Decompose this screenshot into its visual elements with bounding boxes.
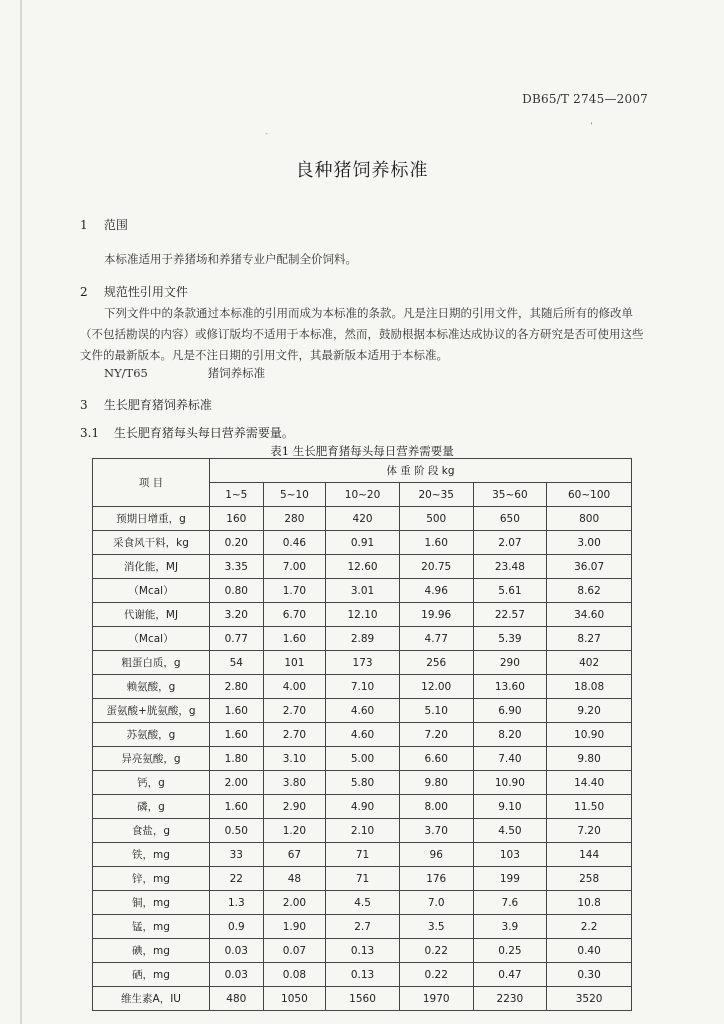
value-cell: 1970	[399, 987, 473, 1011]
value-cell: 3.10	[263, 747, 326, 771]
referenced-standard	[104, 365, 265, 381]
value-cell: 3.00	[547, 531, 632, 555]
value-cell: 7.40	[473, 747, 547, 771]
table-row	[93, 747, 632, 771]
row-label-cell: 铁，mg	[93, 843, 210, 867]
value-cell: 0.08	[263, 963, 326, 987]
standard-code: NY/T65	[104, 366, 148, 380]
value-cell: 4.5	[326, 891, 400, 915]
standard-name: 猪饲养标准	[207, 366, 266, 380]
value-cell: 2.2	[547, 915, 632, 939]
value-cell: 5.80	[326, 771, 400, 795]
stage-header-cell: 5~10	[263, 483, 326, 507]
value-cell: 290	[473, 651, 547, 675]
value-cell: 0.03	[210, 963, 264, 987]
value-cell: 34.60	[547, 603, 632, 627]
value-cell: 103	[473, 843, 547, 867]
value-cell: 48	[263, 867, 326, 891]
value-cell: 2230	[473, 987, 547, 1011]
value-cell: 0.46	[263, 531, 326, 555]
row-label-cell: 苏氨酸，g	[93, 723, 210, 747]
value-cell: 3.01	[326, 579, 400, 603]
item-column-header: 项 目	[93, 459, 210, 507]
table-row	[93, 507, 632, 531]
stage-header-cell: 35~60	[473, 483, 547, 507]
value-cell: 2.70	[263, 699, 326, 723]
row-label-cell: （Mcal）	[93, 627, 210, 651]
value-cell: 2.89	[326, 627, 400, 651]
section-title: 规范性引用文件	[103, 285, 188, 299]
table-row	[93, 675, 632, 699]
stage-header-cell: 20~35	[399, 483, 473, 507]
value-cell: 173	[326, 651, 400, 675]
value-cell: 160	[210, 507, 264, 531]
value-cell: 71	[326, 843, 400, 867]
table-row	[93, 579, 632, 603]
row-label-cell: 预期日增重，g	[93, 507, 210, 531]
value-cell: 19.96	[399, 603, 473, 627]
table-row	[93, 531, 632, 555]
stage-header-cell: 60~100	[547, 483, 632, 507]
section-2-heading	[80, 283, 188, 300]
table-body	[93, 507, 632, 1011]
value-cell: 0.9	[210, 915, 264, 939]
table-row	[93, 771, 632, 795]
value-cell: 2.00	[210, 771, 264, 795]
value-cell: 2.07	[473, 531, 547, 555]
value-cell: 1.60	[210, 723, 264, 747]
value-cell: 8.00	[399, 795, 473, 819]
value-cell: 5.39	[473, 627, 547, 651]
row-label-cell: 消化能，MJ	[93, 555, 210, 579]
section-3-1-heading	[80, 424, 294, 441]
page-crease	[20, 0, 22, 1024]
value-cell: 7.20	[547, 819, 632, 843]
table-row	[93, 603, 632, 627]
value-cell: 2.7	[326, 915, 400, 939]
table-row	[93, 915, 632, 939]
value-cell: 1.60	[210, 795, 264, 819]
value-cell: 8.27	[547, 627, 632, 651]
section-title: 生长肥育猪饲养标准	[103, 398, 212, 412]
value-cell: 3520	[547, 987, 632, 1011]
value-cell: 7.0	[399, 891, 473, 915]
table-row	[93, 723, 632, 747]
section-1-body: 本标准适用于养猪场和养猪专业户配制全价饲料。	[104, 252, 357, 266]
value-cell: 13.60	[473, 675, 547, 699]
value-cell: 1.70	[263, 579, 326, 603]
table-row	[93, 651, 632, 675]
value-cell: 67	[263, 843, 326, 867]
value-cell: 5.00	[326, 747, 400, 771]
value-cell: 3.20	[210, 603, 264, 627]
table-row	[93, 699, 632, 723]
value-cell: 0.07	[263, 939, 326, 963]
table-row	[93, 795, 632, 819]
value-cell: 402	[547, 651, 632, 675]
section-number: 1	[80, 218, 88, 232]
scan-mark: ˎ	[265, 124, 269, 135]
value-cell: 256	[399, 651, 473, 675]
row-label-cell: 钙，g	[93, 771, 210, 795]
value-cell: 4.00	[263, 675, 326, 699]
value-cell: 0.77	[210, 627, 264, 651]
value-cell: 11.50	[547, 795, 632, 819]
value-cell: 2.70	[263, 723, 326, 747]
value-cell: 7.10	[326, 675, 400, 699]
row-label-cell: 代谢能，MJ	[93, 603, 210, 627]
value-cell: 0.47	[473, 963, 547, 987]
section-number: 3	[80, 398, 88, 412]
section-number: 3.1	[80, 426, 100, 440]
value-cell: 6.90	[473, 699, 547, 723]
row-label-cell: 采食风干料，kg	[93, 531, 210, 555]
value-cell: 0.50	[210, 819, 264, 843]
table-row	[93, 627, 632, 651]
value-cell: 54	[210, 651, 264, 675]
value-cell: 1.80	[210, 747, 264, 771]
value-cell: 420	[326, 507, 400, 531]
value-cell: 14.40	[547, 771, 632, 795]
section-2-body: 下列文件中的条款通过本标准的引用而成为本标准的条款。凡是注日期的引用文件，其随后所有的修改单（不包括勘误的内容）或修订版均不适用于本标准，然而，鼓励根据本标准达成协议的各方研究是否可使用这些文件的最新版本。凡是不注日期的引用文件，其最新版本适用于本标准。	[80, 306, 644, 362]
value-cell: 0.13	[326, 939, 400, 963]
section-number: 2	[80, 285, 88, 299]
section-3-heading	[80, 396, 212, 413]
row-label-cell: 食盐，g	[93, 819, 210, 843]
value-cell: 8.62	[547, 579, 632, 603]
nutrient-requirement-table	[92, 458, 632, 1011]
value-cell: 6.60	[399, 747, 473, 771]
section-1-heading	[80, 216, 128, 233]
table-row	[93, 555, 632, 579]
value-cell: 4.96	[399, 579, 473, 603]
value-cell: 4.60	[326, 699, 400, 723]
value-cell: 12.00	[399, 675, 473, 699]
value-cell: 10.90	[547, 723, 632, 747]
scan-mark: ˈ	[590, 122, 593, 133]
value-cell: 2.90	[263, 795, 326, 819]
value-cell: 800	[547, 507, 632, 531]
value-cell: 6.70	[263, 603, 326, 627]
value-cell: 20.75	[399, 555, 473, 579]
value-cell: 3.35	[210, 555, 264, 579]
table-row	[93, 819, 632, 843]
value-cell: 176	[399, 867, 473, 891]
value-cell: 7.6	[473, 891, 547, 915]
table-caption: 表1 生长肥育猪每头每日营养需要量	[270, 444, 454, 458]
weight-stage-header: 体 重 阶 段 kg	[210, 459, 632, 483]
value-cell: 1.3	[210, 891, 264, 915]
value-cell: 280	[263, 507, 326, 531]
value-cell: 12.10	[326, 603, 400, 627]
value-cell: 199	[473, 867, 547, 891]
value-cell: 22.57	[473, 603, 547, 627]
value-cell: 1560	[326, 987, 400, 1011]
value-cell: 0.03	[210, 939, 264, 963]
row-label-cell: 锌，mg	[93, 867, 210, 891]
value-cell: 23.48	[473, 555, 547, 579]
value-cell: 2.10	[326, 819, 400, 843]
value-cell: 101	[263, 651, 326, 675]
value-cell: 1.60	[399, 531, 473, 555]
table-header-row	[93, 459, 632, 483]
stage-header-cell: 10~20	[326, 483, 400, 507]
stage-header-cell: 1~5	[210, 483, 264, 507]
value-cell: 36.07	[547, 555, 632, 579]
value-cell: 22	[210, 867, 264, 891]
table-row	[93, 867, 632, 891]
value-cell: 96	[399, 843, 473, 867]
value-cell: 10.8	[547, 891, 632, 915]
value-cell: 4.77	[399, 627, 473, 651]
value-cell: 1.60	[263, 627, 326, 651]
value-cell: 258	[547, 867, 632, 891]
row-label-cell: 异亮氨酸，g	[93, 747, 210, 771]
value-cell: 71	[326, 867, 400, 891]
table-row	[93, 843, 632, 867]
value-cell: 480	[210, 987, 264, 1011]
value-cell: 4.90	[326, 795, 400, 819]
value-cell: 1.20	[263, 819, 326, 843]
value-cell: 0.30	[547, 963, 632, 987]
value-cell: 144	[547, 843, 632, 867]
table-row	[93, 939, 632, 963]
value-cell: 9.80	[547, 747, 632, 771]
value-cell: 9.10	[473, 795, 547, 819]
table-row	[93, 963, 632, 987]
value-cell: 0.20	[210, 531, 264, 555]
row-label-cell: 蛋氨酸+胱氨酸，g	[93, 699, 210, 723]
value-cell: 8.20	[473, 723, 547, 747]
row-label-cell: 维生素A，IU	[93, 987, 210, 1011]
row-label-cell: 粗蛋白质，g	[93, 651, 210, 675]
value-cell: 4.60	[326, 723, 400, 747]
value-cell: 18.08	[547, 675, 632, 699]
value-cell: 500	[399, 507, 473, 531]
value-cell: 0.22	[399, 939, 473, 963]
value-cell: 3.70	[399, 819, 473, 843]
value-cell: 33	[210, 843, 264, 867]
row-label-cell: （Mcal）	[93, 579, 210, 603]
value-cell: 0.40	[547, 939, 632, 963]
value-cell: 7.20	[399, 723, 473, 747]
row-label-cell: 硒，mg	[93, 963, 210, 987]
value-cell: 5.61	[473, 579, 547, 603]
value-cell: 0.25	[473, 939, 547, 963]
value-cell: 2.80	[210, 675, 264, 699]
section-title: 生长肥育猪每头每日营养需要量。	[113, 426, 294, 440]
value-cell: 3.80	[263, 771, 326, 795]
document-code: DB65/T 2745—2007	[522, 92, 648, 106]
value-cell: 4.50	[473, 819, 547, 843]
row-label-cell: 磷，g	[93, 795, 210, 819]
row-label-cell: 赖氨酸，g	[93, 675, 210, 699]
value-cell: 1050	[263, 987, 326, 1011]
value-cell: 9.20	[547, 699, 632, 723]
value-cell: 0.80	[210, 579, 264, 603]
value-cell: 0.13	[326, 963, 400, 987]
value-cell: 0.22	[399, 963, 473, 987]
value-cell: 3.5	[399, 915, 473, 939]
value-cell: 3.9	[473, 915, 547, 939]
value-cell: 12.60	[326, 555, 400, 579]
value-cell: 10.90	[473, 771, 547, 795]
page-title: 良种猪饲养标准	[295, 160, 429, 181]
row-label-cell: 锰，mg	[93, 915, 210, 939]
value-cell: 0.91	[326, 531, 400, 555]
value-cell: 9.80	[399, 771, 473, 795]
value-cell: 1.60	[210, 699, 264, 723]
value-cell: 1.90	[263, 915, 326, 939]
row-label-cell: 碘，mg	[93, 939, 210, 963]
section-title: 范围	[103, 218, 128, 232]
table-row	[93, 891, 632, 915]
value-cell: 650	[473, 507, 547, 531]
row-label-cell: 铜，mg	[93, 891, 210, 915]
value-cell: 2.00	[263, 891, 326, 915]
value-cell: 7.00	[263, 555, 326, 579]
value-cell: 5.10	[399, 699, 473, 723]
table-row	[93, 987, 632, 1011]
